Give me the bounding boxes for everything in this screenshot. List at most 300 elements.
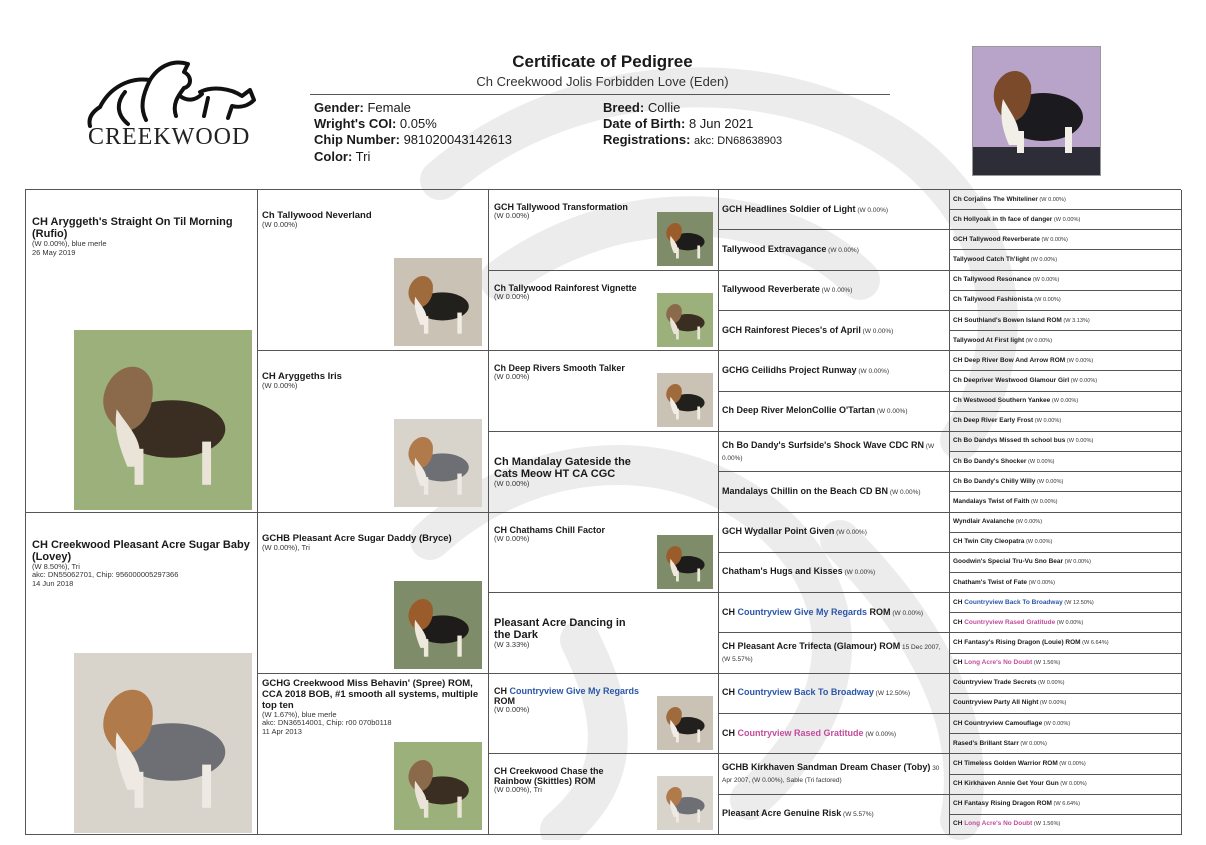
page-title: Certificate of Pedigree [512,52,693,71]
dog-silhouette-icon [657,212,713,266]
dog-name: GCH Tallywood Transformation [494,202,628,212]
dog-name: CH Twin City Cleopatra [953,538,1025,546]
gen2-cell [258,190,489,351]
gen3-name [494,456,640,480]
gen4-name [722,566,943,578]
gen5-cell [950,452,1182,472]
dog-name: Ch Bo Dandys Missed th school bus [953,437,1066,445]
breed-label: Breed: [603,100,645,115]
gen4-name [722,440,943,464]
gen3-meta: (W 0.00%) [494,291,530,301]
gen1-cell [26,513,258,836]
gen5-coi: (W 0.00%) [1029,257,1058,264]
dog-photo-icon [973,47,1100,175]
gen5-name [953,337,1052,345]
gen3-cell [489,674,719,755]
gen4-cell [719,553,950,593]
gen5-cell [950,472,1182,492]
dog-name: Ch Bo Dandy's Surfside's Shock Wave CDC RN [722,439,924,450]
dog-name: GCH Rainforest Pieces's of April [722,324,861,335]
gen4-coi: (W 0.00%) [890,609,924,617]
gen4-cell [719,190,950,230]
dog-name: CH Kirkhaven Annie Get Your Gun [953,780,1059,788]
dog-name: Ch Bo Dandy's Shocker [953,457,1027,465]
gen4-cell [719,311,950,351]
gen5-name [953,800,1080,808]
gen5-cell [950,291,1182,311]
dog-photo [74,653,252,833]
colored-name: Countryview Give My Regards [737,606,868,617]
dog-name: Ch Corjalins The Whiteliner [953,195,1038,203]
gen4-coi: 30 Apr 2007, (W 0.00%), Sable (Tri factored) [722,765,940,785]
gen5-coi: (W 0.00%) [1027,579,1056,586]
gen5-name [953,397,1078,405]
gen2-name [262,678,482,711]
gen5-cell [950,230,1182,250]
gen1-cell [26,190,258,513]
gen3-meta: (W 0.00%) [494,478,530,488]
chip-label: Chip Number: [314,132,400,147]
gen3-meta: (W 3.33%) [494,640,530,650]
dog-silhouette-icon [394,742,482,830]
dog-name: Tallywood Catch Th'light [953,256,1030,264]
gen5-name [953,639,1109,647]
gen4-cell [719,230,950,270]
colored-name: Countryview Back To Broadway [737,687,874,698]
subject-dog-photo [972,46,1101,176]
gen5-cell [950,593,1182,613]
gen5-coi: (W 0.00%) [1038,700,1067,707]
gen5-name [953,659,1060,667]
gen5-name [953,296,1061,304]
gen3-name [494,617,640,641]
gen1-name [32,539,251,563]
gen1-meta: (W 0.00%), blue merle [32,239,107,248]
dog-name: CH Countryview Camouflage [953,719,1043,727]
gen5-name [953,317,1090,325]
coi-value: 0.05% [399,116,437,131]
gen5-coi: (W 0.00%) [1035,478,1064,485]
gen4-coi: (W 0.00%) [875,408,908,416]
gen5-cell [950,613,1182,633]
dog-name: Rased's Brillant Starr [953,739,1019,747]
gen5-cell [950,351,1182,371]
gen5-name [953,720,1070,728]
gen3-meta: (W 0.00%) [494,533,530,543]
gen1-meta: (W 8.50%), Tri [32,561,80,571]
gen5-cell [950,412,1182,432]
registrations-label: Registrations: [603,132,691,147]
dog-photo [74,330,252,510]
dog-name: GCHB Pleasant Acre Sugar Daddy (Bryce) [262,532,452,544]
dog-silhouette-icon [394,581,482,669]
gen4-coi: 15 Dec 2007, (W 5.57%) [722,644,941,664]
gen5-cell [950,553,1182,573]
dog-name: Ch Tallywood Fashionista [953,296,1033,304]
title-prefix: CH [953,618,965,626]
gen5-coi: (W 0.00%) [1055,619,1084,626]
gen1-meta: 26 May 2019 [32,247,76,257]
gen5-cell [950,371,1182,391]
gen4-cell [719,351,950,391]
dog-name: GCHB Kirkhaven Sandman Dream Chaser (Toby) [722,762,931,773]
gen5-name [953,679,1064,687]
dog-name: Ch Westwood Southern Yankee [953,397,1051,405]
gen3-cell [489,271,719,352]
gen4-name [722,365,943,377]
dog-silhouette-icon [394,258,482,346]
gender-field [314,100,411,116]
gen4-cell [719,513,950,553]
creekwood-logo [80,52,260,156]
title-prefix: CH [953,659,965,667]
gen4-coi: (W 0.00%) [888,488,921,496]
gen4-name [722,405,943,417]
gen3-meta: (W 0.00%) [494,211,530,220]
gen5-cell [950,573,1182,593]
dog-photo [657,696,713,750]
dog-name: CH Creekwood Chase the Rainbow (Skittles) ROM [494,766,604,787]
gen5-coi: (W 0.00%) [1042,720,1071,727]
gen3-cell [489,513,719,594]
title-prefix: CH [953,820,965,828]
colored-name: Long Acre's No Doubt [964,820,1033,828]
dog-name: CH Southland's Bowen Island ROM [953,316,1062,324]
gen5-coi: (W 6.64%) [1051,801,1080,808]
dog-name: Ch Bo Dandy's Chilly Willy [953,477,1036,485]
dog-silhouette-icon [74,653,252,833]
gen5-coi: (W 3.13%) [1061,317,1090,324]
dog-name: CH Chathams Chill Factor [494,524,606,535]
dog-name: Ch Deep Rivers Smooth Talker [494,363,625,374]
dob-label: Date of Birth: [603,116,686,131]
gen1-meta: 14 Jun 2018 [32,578,74,588]
pedigree-table [25,189,1181,835]
gen4-name [722,728,943,740]
gen5-name [953,458,1054,466]
gen4-coi: (W 0.00%) [819,287,853,295]
title-prefix: CH [722,727,738,738]
gen5-cell [950,190,1182,210]
color-value: Tri [355,149,371,164]
logo-wordmark: CREEKWOOD [88,124,251,150]
colored-name: Long Acre's No Doubt [964,659,1033,667]
dog-name: GCH Headlines Soldier of Light [722,203,856,214]
gen5-coi: (W 0.00%) [1063,559,1092,566]
gen3-name [494,525,640,535]
gen4-cell [719,593,950,633]
gen4-cell [719,633,950,673]
dog-name: Tallywood Reverberate [722,284,820,295]
gen2-cell [258,513,489,674]
registrations-field [603,132,782,149]
gen5-name [953,760,1086,768]
dog-name: Tallywood Extravagance [722,243,827,254]
registrations-value: akc: DN68638903 [694,135,783,147]
gen5-name [953,579,1055,587]
gen4-coi: (W 0.00%) [826,246,859,254]
dog-photo [657,776,713,830]
gen5-name [953,498,1057,506]
dog-photo [394,419,482,507]
dog-name: Countryview Party All Night [953,699,1039,707]
gen4-coi: (W 0.00%) [842,569,876,577]
gen4-name [722,687,943,699]
gen5-coi: (W 0.00%) [1052,216,1081,223]
gen4-coi: (W 0.00%) [860,327,894,335]
dob-value: 8 Jun 2021 [688,116,754,131]
gen5-coi: (W 0.00%) [1036,680,1065,687]
gen5-cell [950,513,1182,533]
gen5-cell [950,674,1182,694]
coi-field [314,116,437,132]
dog-name: Ch Mandalay Gateside the Cats Meow HT CA CGC [494,455,631,480]
gen5-name [953,740,1047,748]
dog-name: CH Aryggeths Iris [262,371,342,383]
gen5-cell [950,210,1182,230]
gen5-cell [950,533,1182,553]
gen5-cell [950,734,1182,754]
dog-name: Wyndlair Avalanche [953,518,1015,526]
dog-photo [657,293,713,347]
dog-name: CH Creekwood Pleasant Acre Sugar Baby (Lovey) [32,538,250,563]
gen3-cell [489,593,719,674]
gen5-cell [950,694,1182,714]
gen5-name [953,276,1059,284]
dog-name: Ch Tallywood Neverland [262,210,372,221]
gen3-cell [489,432,719,513]
gen5-name [953,820,1060,828]
gen4-name [722,244,943,256]
gen2-meta: (W 0.00%), Tri [262,542,310,552]
dog-name: Pleasant Acre Genuine Risk [722,808,842,819]
gen5-name [953,538,1052,546]
gen2-cell [258,351,489,512]
gen5-coi: (W 0.00%) [1031,277,1060,284]
gen4-name [722,486,943,498]
gen5-coi: (W 0.00%) [1039,236,1068,243]
dog-photo [657,373,713,427]
dog-name: CH Fantasy Rising Dragon ROM [953,800,1052,808]
gen5-cell [950,815,1182,835]
gen4-cell [719,392,950,432]
gen5-cell [950,633,1182,653]
gen5-name [953,478,1063,486]
gen5-name [953,196,1066,204]
title-prefix: CH [722,687,738,698]
gen4-name [722,808,943,820]
chip-field [314,132,512,148]
gen5-name [953,256,1057,264]
dog-photo [394,581,482,669]
gen5-name [953,357,1093,365]
dog-name: Chatham's Twist of Fate [953,578,1028,586]
gen5-coi: (W 0.00%) [1014,519,1043,526]
gen4-cell [719,754,950,794]
gen3-cell [489,190,719,271]
dog-name: GCH Tallywood Reverberate [953,235,1040,243]
gen4-coi: (W 0.00%) [863,730,897,738]
gen4-cell [719,795,950,835]
dog-name: CH Aryggeth's Straight On Til Morning (Rufio) [32,216,233,240]
gen5-coi: (W 0.00%) [1032,297,1061,304]
gen4-name [722,762,943,786]
gen5-cell [950,250,1182,270]
gen5-coi: (W 0.00%) [1065,438,1094,445]
coi-label: Wright's COI: [314,116,397,131]
dog-name: Tallywood At First light [953,336,1025,344]
gen5-coi: (W 0.00%) [1024,539,1053,546]
gen4-coi: (W 0.00%) [855,206,889,214]
gen5-coi: (W 0.00%) [1050,398,1079,405]
gen5-name [953,377,1097,385]
gen5-name [953,699,1066,707]
gen4-name [722,204,943,216]
gen3-name [494,686,640,706]
dog-name: CH Timeless Golden Warrior ROM [953,759,1058,767]
gen5-cell [950,331,1182,351]
dog-name: Mandalays Twist of Faith [953,497,1030,505]
gen5-cell [950,714,1182,734]
dog-silhouette-icon [657,776,713,830]
gen4-coi: (W 0.00%) [834,529,867,537]
gen5-name [953,417,1061,425]
chip-value: 981020043142613 [403,132,513,147]
colored-name: Countryview Rased Gratitude [964,618,1056,626]
dog-name: Chatham's Hugs and Kisses [722,566,843,577]
gen5-coi: (W 0.00%) [1037,196,1066,203]
breed-value: Collie [647,100,681,115]
gen4-coi: (W 0.00%) [856,367,890,375]
horse-logo-icon [80,52,260,130]
gen5-cell [950,311,1182,331]
dog-name: Ch Tallywood Resonance [953,276,1032,284]
gen3-meta: (W 0.00%), Tri [494,785,542,795]
gen2-meta: (W 0.00%) [262,220,298,229]
dog-silhouette-icon [394,419,482,507]
dog-silhouette-icon [657,373,713,427]
gen5-coi: (W 0.00%) [1033,418,1062,425]
gen5-cell [950,754,1182,774]
gen5-name [953,437,1093,445]
dob-field [603,116,753,132]
gender-value: Female [367,100,411,115]
gen1-meta: akc: DN55062701, Chip: 956000005297366 [32,570,179,579]
gen5-coi: (W 1.56%) [1032,660,1061,667]
gen4-cell [719,472,950,512]
dog-name: Pleasant Acre Dancing in the Dark [494,617,626,642]
gen5-coi: (W 0.00%) [1018,740,1047,747]
gen4-name [722,325,943,337]
gen4-cell [719,271,950,311]
dog-name: Ch Tallywood Rainforest Vignette [494,282,637,293]
gen5-cell [950,271,1182,291]
title-suffix: ROM [494,695,515,706]
dog-name: Ch Deep River MelonCollie O'Tartan [722,405,875,416]
gen4-cell [719,432,950,472]
gen5-cell [950,795,1182,815]
gen5-name [953,780,1087,788]
gen5-name [953,558,1091,566]
dog-name: CH Pleasant Acre Trifecta (Glamour) ROM [722,641,901,652]
dog-name: Ch Deep River Early Frost [953,417,1034,425]
gen4-coi: (W 0.00%) [722,442,935,462]
colored-name: Countryview Give My Regards [509,685,640,696]
gen2-meta: (W 0.00%) [262,381,298,391]
dog-name: GCH Wydallar Point Given [722,526,835,537]
gen5-name [953,236,1068,244]
dog-name: CH Deep River Bow And Arrow ROM [953,356,1066,364]
title-prefix: CH [722,606,738,617]
dog-silhouette-icon [657,535,713,589]
dog-name-subtitle: Ch Creekwood Jolis Forbidden Love (Eden) [476,74,729,89]
gen5-coi: (W 0.00%) [1058,781,1087,788]
dog-name: GCHG Creekwood Miss Behavin' (Spree) ROM, CCA 2018 BOB, #1 smooth all systems, multiple top ten [262,677,479,711]
dog-silhouette-icon [657,696,713,750]
dog-photo [657,212,713,266]
title-prefix: CH [494,685,510,696]
gen2-meta: akc: DN36514001, Chip: r00 070b0118 [262,718,392,728]
gen5-coi: (W 12.50%) [1062,599,1094,606]
gen2-name [262,533,482,544]
colored-name: Countryview Rased Gratitude [737,727,864,738]
dog-name: Ch Deepriver Westwood Glamour Girl [953,376,1070,384]
dog-photo [657,535,713,589]
breed-field [603,100,680,116]
gen3-cell [489,754,719,835]
gen5-cell [950,432,1182,452]
gen5-cell [950,775,1182,795]
gen5-coi: (W 0.00%) [1026,458,1055,465]
gen3-meta: (W 0.00%) [494,372,530,382]
gen5-coi: (W 0.00%) [1024,337,1053,344]
gen4-name [722,526,943,538]
gen4-name [722,284,943,296]
gen5-coi: (W 0.00%) [1029,498,1058,505]
gen3-cell [489,351,719,432]
gen1-name [32,216,251,240]
gen5-cell [950,492,1182,512]
color-field [314,149,370,165]
gen5-coi: (W 0.00%) [1057,760,1086,767]
gen5-coi: (W 1.56%) [1032,821,1061,828]
gen4-name [722,607,943,619]
gen3-name [494,766,640,786]
gen2-meta: 11 Apr 2013 [262,726,302,736]
gen5-coi: (W 0.00%) [1065,357,1094,364]
gen5-coi: (W 0.00%) [1069,377,1098,384]
gen5-name [953,518,1042,526]
gen3-meta: (W 0.00%) [494,704,530,714]
dog-name: Goodwin's Special Tru-Vu Sno Bear [953,558,1064,566]
title-divider [310,94,890,95]
gen4-cell [719,714,950,754]
dog-name: Mandalays Chillin on the Beach CD BN [722,485,889,496]
dog-photo [394,258,482,346]
title-prefix: CH [953,598,965,606]
colored-name: Countryview Back To Broadway [964,598,1063,606]
dog-name: CH Fantasy's Rising Dragon (Louie) ROM [953,639,1081,647]
gen4-name [722,641,943,665]
dog-name: Countryview Trade Secrets [953,679,1037,687]
dog-photo [394,742,482,830]
gen5-name [953,216,1080,224]
gen4-coi: (W 5.57%) [841,811,874,819]
gen2-cell [258,674,489,835]
gender-label: Gender: [314,100,364,115]
dog-name: GCHG Ceilidhs Project Runway [722,364,857,375]
dog-silhouette-icon [657,293,713,347]
